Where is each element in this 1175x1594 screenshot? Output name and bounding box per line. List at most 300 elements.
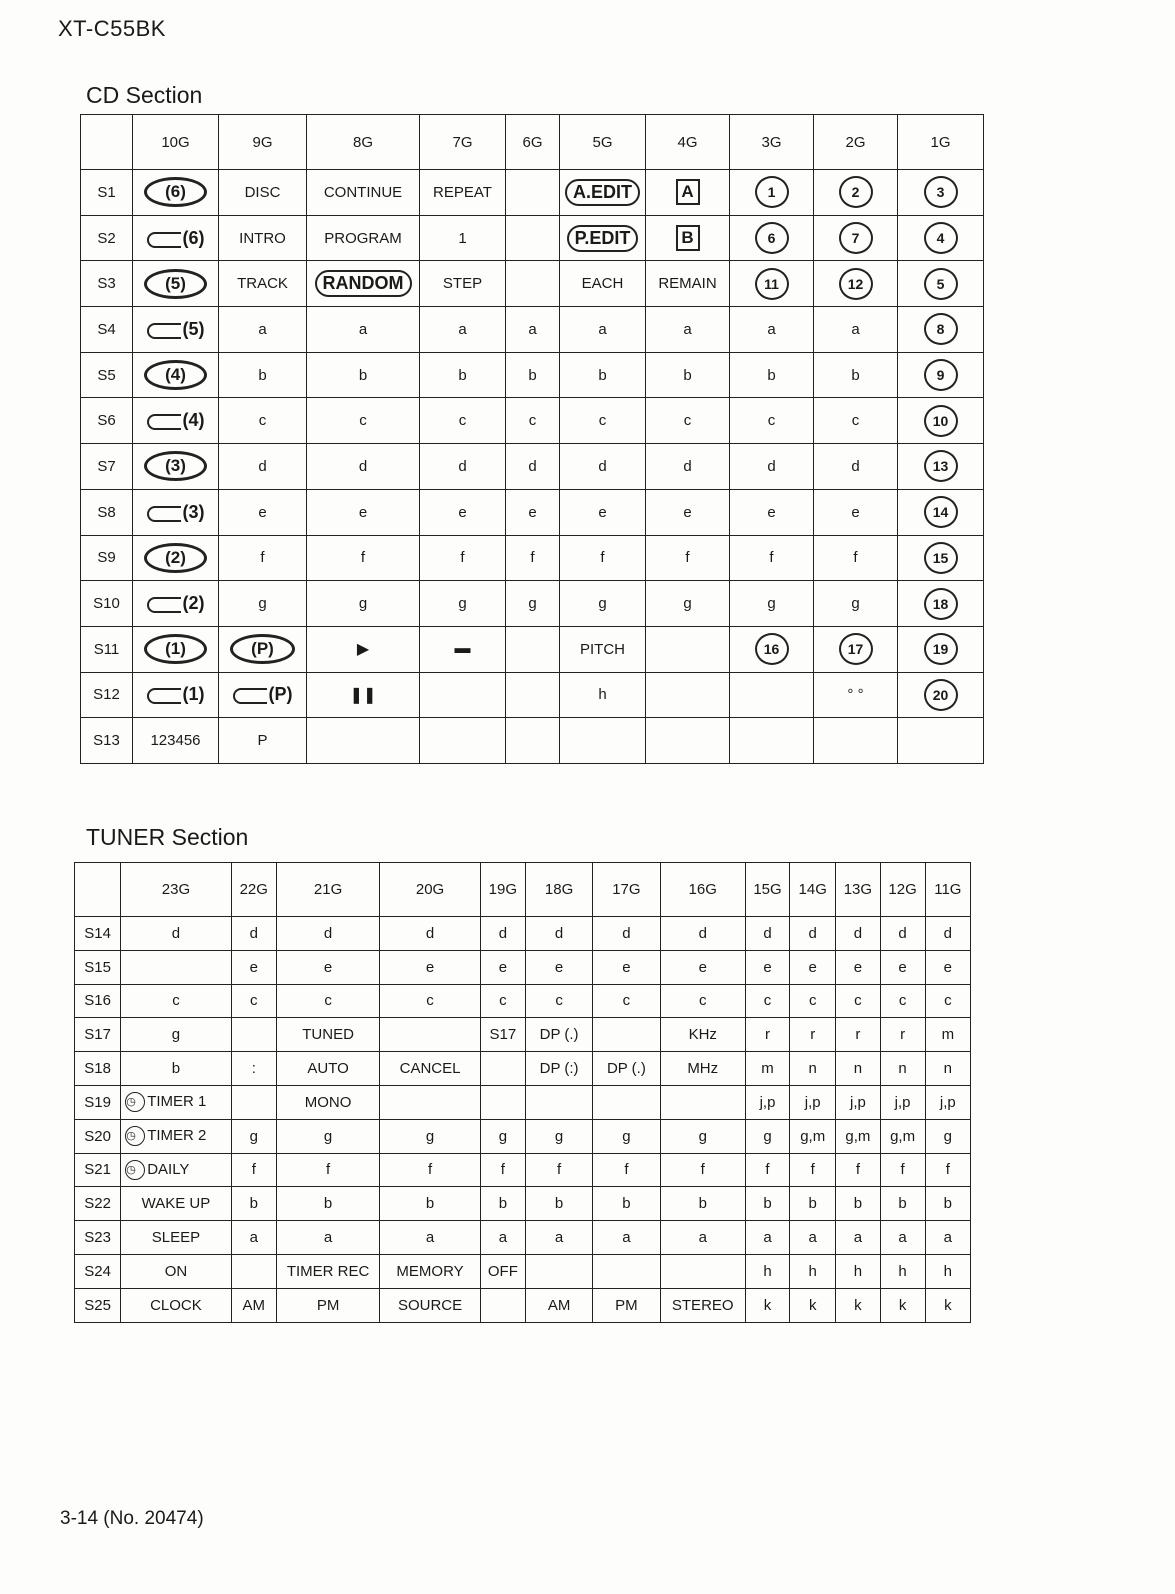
table-row [81, 444, 984, 490]
table-cell: c [646, 398, 730, 444]
segment-label: (3) [182, 501, 205, 522]
table-cell [121, 1085, 231, 1119]
table-cell: DP (:) [525, 1052, 592, 1086]
table-cell: b [814, 352, 898, 398]
table-cell: b [560, 352, 646, 398]
circled-number: 14 [924, 496, 958, 528]
table-cell: a [276, 1221, 379, 1255]
table-cell: b [121, 1052, 231, 1086]
table-cell [307, 261, 420, 307]
table-cell: d [593, 917, 660, 951]
table-cell: STEP [420, 261, 506, 307]
table-cell: g [925, 1119, 970, 1153]
table-cell [730, 215, 814, 261]
row-label: S7 [81, 444, 133, 490]
table-row [81, 170, 984, 216]
table-cell [898, 307, 984, 353]
table-row [75, 1221, 971, 1255]
table-cell: b [836, 1187, 880, 1221]
table-cell [898, 672, 984, 718]
table-cell: f [925, 1153, 970, 1187]
table-cell [814, 170, 898, 216]
table-cell: e [276, 950, 379, 984]
table-cell: WAKE UP [121, 1187, 231, 1221]
table-cell: CLOCK [121, 1288, 231, 1322]
cd-col-header: 3G [730, 115, 814, 170]
row-label: S6 [81, 398, 133, 444]
table-cell [420, 718, 506, 764]
table-cell: f [219, 535, 307, 581]
row-label: S8 [81, 489, 133, 535]
table-cell: a [420, 307, 506, 353]
table-cell: PROGRAM [307, 215, 420, 261]
table-cell: k [745, 1288, 789, 1322]
cd-col-header: 4G [646, 115, 730, 170]
table-cell: f [745, 1153, 789, 1187]
tuner-col-header: 11G [925, 863, 970, 917]
segment-wedge-icon [147, 597, 181, 613]
table-cell: c [276, 984, 379, 1018]
table-cell: f [420, 535, 506, 581]
table-cell: S17 [480, 1018, 525, 1052]
table-cell: g,m [790, 1119, 836, 1153]
table-cell [219, 626, 307, 672]
table-cell: f [525, 1153, 592, 1187]
table-cell [420, 672, 506, 718]
table-cell: AM [525, 1288, 592, 1322]
table-cell: g [307, 581, 420, 627]
table-cell: a [880, 1221, 925, 1255]
model-number: XT-C55BK [58, 16, 166, 41]
table-cell: m [745, 1052, 789, 1086]
table-cell: f [276, 1153, 379, 1187]
tuner-col-header: 12G [880, 863, 925, 917]
circled-number: 9 [924, 359, 958, 391]
table-cell: c [660, 984, 745, 1018]
row-label: S25 [75, 1288, 121, 1322]
table-cell: f [307, 535, 420, 581]
row-label: S2 [81, 215, 133, 261]
table-cell: KHz [660, 1018, 745, 1052]
table-cell [480, 1085, 525, 1119]
table-cell: f [593, 1153, 660, 1187]
table-cell: ° ° [814, 672, 898, 718]
table-row [81, 489, 984, 535]
table-cell [898, 398, 984, 444]
row-label: S13 [81, 718, 133, 764]
table-cell: b [231, 1187, 276, 1221]
table-cell [380, 1085, 480, 1119]
segment-label: (1) [182, 684, 205, 705]
table-cell: a [836, 1221, 880, 1255]
table-cell [133, 215, 219, 261]
circled-number: 12 [839, 268, 873, 300]
clock-icon: ◷ [125, 1160, 145, 1180]
indicator-label: A.EDIT [565, 179, 640, 206]
row-label: S23 [75, 1221, 121, 1255]
table-cell: e [307, 489, 420, 535]
table-cell: j,p [925, 1085, 970, 1119]
indicator-label: P.EDIT [567, 225, 639, 252]
table-cell: e [925, 950, 970, 984]
table-cell: e [790, 950, 836, 984]
table-cell [646, 170, 730, 216]
table-cell [730, 626, 814, 672]
table-cell: h [560, 672, 646, 718]
table-cell: PITCH [560, 626, 646, 672]
page-footer: 3-14 (No. 20474) [60, 1508, 204, 1529]
table-cell: e [880, 950, 925, 984]
table-cell [660, 1254, 745, 1288]
cd-section-title: CD Section [86, 82, 203, 108]
tuner-col-header: 20G [380, 863, 480, 917]
table-cell [898, 352, 984, 398]
table-cell: g [506, 581, 560, 627]
table-cell: d [814, 444, 898, 490]
circled-number: 6 [755, 222, 789, 254]
table-cell: ▬ [420, 626, 506, 672]
circled-number: 3 [924, 176, 958, 208]
table-row [75, 1187, 971, 1221]
row-label: S5 [81, 352, 133, 398]
table-cell [133, 535, 219, 581]
table-row [81, 215, 984, 261]
cd-header-row [81, 115, 984, 170]
table-row [75, 1254, 971, 1288]
table-cell: f [560, 535, 646, 581]
row-label: S15 [75, 950, 121, 984]
table-cell: PM [593, 1288, 660, 1322]
table-cell: d [525, 917, 592, 951]
table-row [75, 1018, 971, 1052]
table-cell: STEREO [660, 1288, 745, 1322]
table-cell: f [660, 1153, 745, 1187]
table-cell: c [219, 398, 307, 444]
table-cell [593, 1085, 660, 1119]
table-cell: n [880, 1052, 925, 1086]
segment-wedge-icon [147, 414, 181, 430]
circled-number: 11 [755, 268, 789, 300]
table-cell: CANCEL [380, 1052, 480, 1086]
table-cell: DISC [219, 170, 307, 216]
table-cell: d [730, 444, 814, 490]
table-cell: f [480, 1153, 525, 1187]
table-cell [560, 718, 646, 764]
table-cell: g [646, 581, 730, 627]
table-cell: REPEAT [420, 170, 506, 216]
tuner-col-header [75, 863, 121, 917]
tuner-col-header: 21G [276, 863, 379, 917]
table-cell: g [814, 581, 898, 627]
circled-number: 4 [924, 222, 958, 254]
table-cell: d [560, 444, 646, 490]
table-cell: a [219, 307, 307, 353]
table-cell: f [790, 1153, 836, 1187]
table-cell: g [219, 581, 307, 627]
tuner-grid-table [74, 862, 971, 1323]
table-cell: a [480, 1221, 525, 1255]
table-cell: f [506, 535, 560, 581]
boxed-letter: B [676, 225, 700, 251]
table-cell: c [730, 398, 814, 444]
segment-wedge-icon [147, 323, 181, 339]
table-cell [898, 444, 984, 490]
table-cell: g,m [880, 1119, 925, 1153]
timer-label: TIMER 2 [147, 1127, 207, 1145]
table-row [81, 672, 984, 718]
table-cell [898, 718, 984, 764]
table-cell [814, 626, 898, 672]
table-cell [133, 672, 219, 718]
table-row [75, 1288, 971, 1322]
row-label: S21 [75, 1153, 121, 1187]
row-label: S12 [81, 672, 133, 718]
segment-ring: (3) [144, 451, 207, 481]
table-cell [480, 1052, 525, 1086]
table-cell [560, 215, 646, 261]
row-label: S3 [81, 261, 133, 307]
table-cell: b [745, 1187, 789, 1221]
table-cell: MHz [660, 1052, 745, 1086]
cd-col-header [81, 115, 133, 170]
table-cell: b [525, 1187, 592, 1221]
table-cell: c [560, 398, 646, 444]
cd-col-header: 6G [506, 115, 560, 170]
table-cell: g [593, 1119, 660, 1153]
circled-number: 10 [924, 405, 958, 437]
segment-ring: (6) [144, 177, 207, 207]
row-label: S4 [81, 307, 133, 353]
table-cell: b [660, 1187, 745, 1221]
table-cell: REMAIN [646, 261, 730, 307]
table-cell [898, 581, 984, 627]
table-cell: c [836, 984, 880, 1018]
table-cell: INTRO [219, 215, 307, 261]
segment-label: (6) [182, 227, 205, 248]
table-cell [898, 489, 984, 535]
tuner-col-header: 18G [525, 863, 592, 917]
table-cell [506, 626, 560, 672]
circled-number: 5 [924, 268, 958, 300]
segment-label: (4) [182, 410, 205, 431]
table-cell: 1 [420, 215, 506, 261]
table-cell: SLEEP [121, 1221, 231, 1255]
table-cell: r [745, 1018, 789, 1052]
segment-wedge-icon [147, 232, 181, 248]
table-cell [525, 1085, 592, 1119]
table-cell: PM [276, 1288, 379, 1322]
table-cell [646, 626, 730, 672]
table-cell: d [646, 444, 730, 490]
table-cell: g [525, 1119, 592, 1153]
table-cell: f [380, 1153, 480, 1187]
table-cell: g [276, 1119, 379, 1153]
timer-label: DAILY [147, 1160, 190, 1178]
table-cell: ON [121, 1254, 231, 1288]
table-cell: r [836, 1018, 880, 1052]
table-cell: b [380, 1187, 480, 1221]
circled-number: 13 [924, 450, 958, 482]
table-cell: TRACK [219, 261, 307, 307]
table-cell: r [790, 1018, 836, 1052]
table-cell: a [560, 307, 646, 353]
table-cell: DP (.) [525, 1018, 592, 1052]
table-cell: a [506, 307, 560, 353]
table-cell: h [925, 1254, 970, 1288]
table-cell [506, 261, 560, 307]
row-label: S24 [75, 1254, 121, 1288]
table-cell: h [836, 1254, 880, 1288]
table-cell: k [836, 1288, 880, 1322]
table-cell: e [506, 489, 560, 535]
table-cell [560, 170, 646, 216]
table-cell [646, 718, 730, 764]
table-row [81, 535, 984, 581]
table-cell: d [219, 444, 307, 490]
circled-number: 15 [924, 542, 958, 574]
table-cell: CONTINUE [307, 170, 420, 216]
row-label: S1 [81, 170, 133, 216]
table-cell [133, 626, 219, 672]
table-cell: a [745, 1221, 789, 1255]
table-cell: ❚❚ [307, 672, 420, 718]
cd-col-header: 5G [560, 115, 646, 170]
table-cell: ▶ [307, 626, 420, 672]
table-cell: g [380, 1119, 480, 1153]
table-cell: : [231, 1052, 276, 1086]
table-row [75, 1119, 971, 1153]
table-cell: k [880, 1288, 925, 1322]
table-cell [730, 261, 814, 307]
table-cell: e [231, 950, 276, 984]
table-cell: g [121, 1018, 231, 1052]
table-cell: j,p [790, 1085, 836, 1119]
table-cell: j,p [836, 1085, 880, 1119]
table-cell [506, 718, 560, 764]
table-cell [730, 170, 814, 216]
table-row [81, 398, 984, 444]
segment-label: (P) [268, 684, 293, 705]
table-row [75, 1085, 971, 1119]
table-cell: m [925, 1018, 970, 1052]
table-cell [898, 215, 984, 261]
table-cell: f [646, 535, 730, 581]
table-cell: b [307, 352, 420, 398]
table-cell: a [525, 1221, 592, 1255]
table-cell: d [480, 917, 525, 951]
table-cell: h [745, 1254, 789, 1288]
table-cell [898, 170, 984, 216]
table-cell: b [925, 1187, 970, 1221]
table-cell: g [660, 1119, 745, 1153]
table-cell: a [231, 1221, 276, 1255]
table-row [81, 581, 984, 627]
table-cell: f [730, 535, 814, 581]
table-cell: f [836, 1153, 880, 1187]
table-cell: a [646, 307, 730, 353]
table-cell [480, 1288, 525, 1322]
table-cell [133, 352, 219, 398]
table-cell: b [420, 352, 506, 398]
table-cell [730, 672, 814, 718]
table-cell [133, 444, 219, 490]
table-cell: d [790, 917, 836, 951]
table-cell: DP (.) [593, 1052, 660, 1086]
table-cell [133, 261, 219, 307]
table-cell [506, 215, 560, 261]
table-cell [814, 718, 898, 764]
table-cell: b [219, 352, 307, 398]
table-cell: e [646, 489, 730, 535]
table-cell [814, 261, 898, 307]
table-cell: AM [231, 1288, 276, 1322]
table-cell: c [380, 984, 480, 1018]
table-cell: b [480, 1187, 525, 1221]
table-cell: c [480, 984, 525, 1018]
table-cell: e [660, 950, 745, 984]
table-cell: f [880, 1153, 925, 1187]
table-cell: SOURCE [380, 1288, 480, 1322]
table-cell [593, 1254, 660, 1288]
table-cell: e [420, 489, 506, 535]
table-cell: d [660, 917, 745, 951]
row-label: S17 [75, 1018, 121, 1052]
table-cell: d [745, 917, 789, 951]
table-cell: k [790, 1288, 836, 1322]
table-cell [231, 1254, 276, 1288]
table-cell [898, 626, 984, 672]
row-label: S9 [81, 535, 133, 581]
segment-ring: (1) [144, 634, 207, 664]
segment-ring: (2) [144, 543, 207, 573]
segment-ring: (5) [144, 269, 207, 299]
table-row [75, 1052, 971, 1086]
table-cell [380, 1018, 480, 1052]
segment-wedge-icon [147, 688, 181, 704]
tuner-col-header: 15G [745, 863, 789, 917]
table-cell: 123456 [133, 718, 219, 764]
circled-number: 1 [755, 176, 789, 208]
table-cell: e [730, 489, 814, 535]
circled-number: 18 [924, 588, 958, 620]
table-cell [121, 1153, 231, 1187]
table-cell: c [121, 984, 231, 1018]
circled-number: 8 [924, 313, 958, 345]
cd-col-header: 2G [814, 115, 898, 170]
table-cell [121, 1119, 231, 1153]
table-cell: e [814, 489, 898, 535]
table-cell: c [593, 984, 660, 1018]
table-cell [133, 307, 219, 353]
cd-grid-table [80, 114, 984, 764]
row-label: S19 [75, 1085, 121, 1119]
table-cell: e [593, 950, 660, 984]
table-cell: b [593, 1187, 660, 1221]
table-cell: b [730, 352, 814, 398]
cd-col-header: 10G [133, 115, 219, 170]
segment-label: (5) [182, 318, 205, 339]
table-cell: TUNED [276, 1018, 379, 1052]
table-row [81, 718, 984, 764]
table-row [81, 626, 984, 672]
table-cell: b [276, 1187, 379, 1221]
table-row [81, 352, 984, 398]
segment-ring: (P) [230, 634, 295, 664]
table-cell: e [560, 489, 646, 535]
table-cell [898, 535, 984, 581]
table-cell: h [880, 1254, 925, 1288]
table-cell: e [219, 489, 307, 535]
